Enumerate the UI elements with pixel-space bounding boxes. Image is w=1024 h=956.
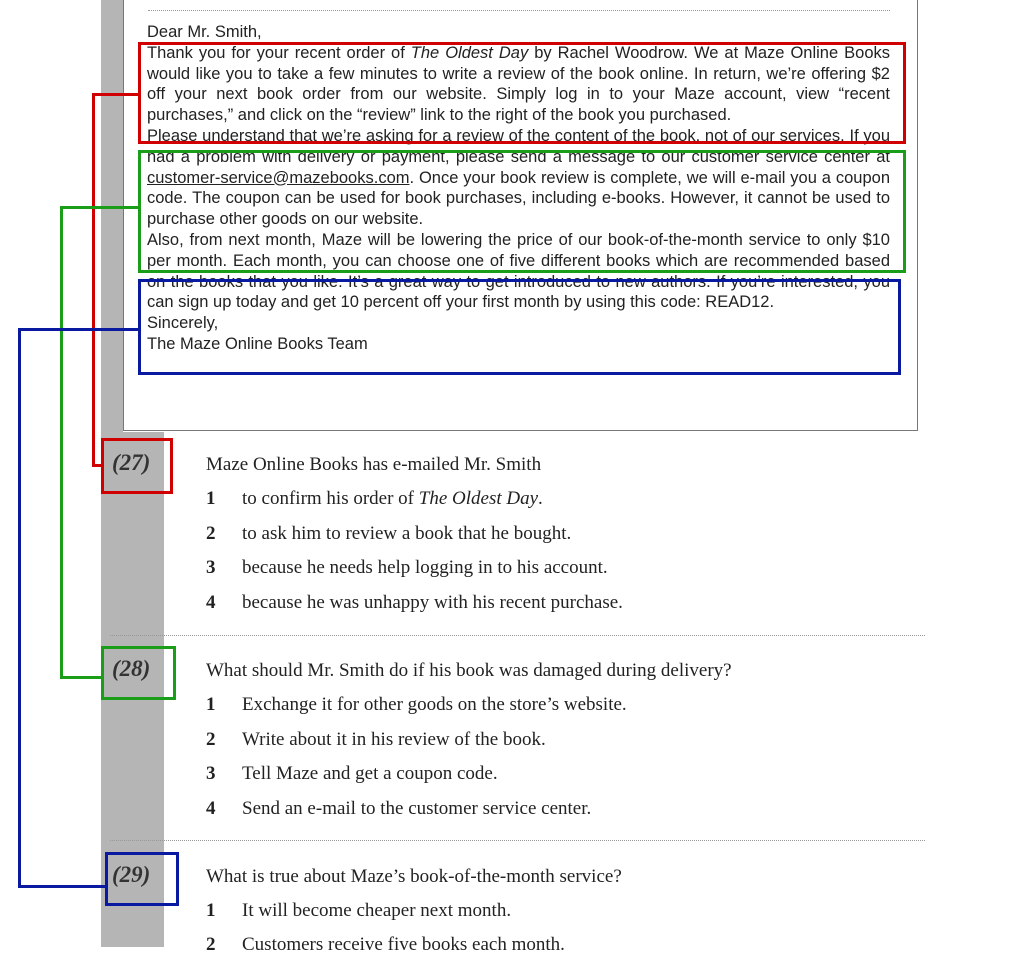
closing: Sincerely, xyxy=(147,314,219,333)
option-text: It will become cheaper next month. xyxy=(242,900,512,921)
connector-line xyxy=(60,206,63,679)
question-text: What should Mr. Smith do if his book was damaged during delivery? xyxy=(206,660,732,681)
greeting: Dear Mr. Smith, xyxy=(147,23,262,41)
text: Thank you for your recent order of xyxy=(147,43,411,62)
text: . Once your book review is complete, we will e-mail you a coupon code. The coupon can be used for book purchases, including e-books. However, it cannot be used to purchase other goods on our website. xyxy=(147,168,890,229)
question-number: (29) xyxy=(112,862,151,887)
option-text: to ask him to review a book that he bought. xyxy=(242,523,572,544)
divider xyxy=(110,840,925,841)
email-link[interactable]: customer-service@mazebooks.com xyxy=(147,168,410,187)
connector-line xyxy=(60,676,102,679)
option-number: 4 xyxy=(206,798,216,819)
divider xyxy=(110,635,925,636)
divider xyxy=(148,10,890,11)
option-text: . xyxy=(538,488,543,509)
highlight-paragraph-2 xyxy=(138,150,906,273)
book-title: The Oldest Day xyxy=(418,488,539,509)
option[interactable] xyxy=(206,557,608,579)
option[interactable] xyxy=(206,694,627,716)
option-text: Write about it in his review of the book. xyxy=(242,729,546,750)
text: by Rachel Woodrow. We at Maze Online Books would like you to take a few minutes to write a review of the book online. In return, we’re offering $2 off your next book order from our website. Simply log in to your Maze account, view “recent purchases,” and click on the “review” link to the right of the book you purchased. xyxy=(147,43,890,125)
option-number: 2 xyxy=(206,934,216,955)
book-title: The Oldest Day xyxy=(410,43,529,62)
option[interactable] xyxy=(206,729,546,751)
option[interactable] xyxy=(206,488,543,510)
connector-line xyxy=(92,93,139,96)
question-number: (28) xyxy=(112,656,151,681)
option[interactable] xyxy=(206,763,498,785)
option-number: 1 xyxy=(206,900,216,921)
option[interactable] xyxy=(206,592,623,614)
option-text: to confirm his order of xyxy=(242,488,419,509)
connector-line xyxy=(18,328,21,888)
option-text: Tell Maze and get a coupon code. xyxy=(242,763,498,784)
option[interactable] xyxy=(206,798,591,820)
option-number: 1 xyxy=(206,488,216,509)
connector-line xyxy=(18,885,106,888)
highlight-paragraph-1 xyxy=(138,42,906,144)
text: Please understand that we’re asking for a review of the content of the book, not of our services. If you had a problem with delivery or payment, please send a message to our customer service center at xyxy=(147,126,890,166)
option[interactable] xyxy=(206,900,511,922)
option-text: Customers receive five books each month. xyxy=(242,934,565,955)
option-text: because he needs help logging in to his account. xyxy=(242,557,608,578)
option-number: 1 xyxy=(206,694,216,715)
connector-line xyxy=(60,206,139,209)
question-number: (27) xyxy=(112,450,151,475)
margin-bar xyxy=(101,0,123,432)
question-text: Maze Online Books has e-mailed Mr. Smith xyxy=(206,454,542,475)
signature: The Maze Online Books Team xyxy=(147,334,368,353)
option-text: Exchange it for other goods on the store’s website. xyxy=(242,694,627,715)
connector-line xyxy=(92,93,95,467)
paragraph-3: Also, from next month, Maze will be lowering the price of our book-of-the-month service to only $10 per month. Each month, you can choose one of five different books which are recommended based on the books that you like. It’s a great way to get introduced to new authors. If you’re interested, you can sign up today and get 10 percent off your first month by using this code: READ12. xyxy=(147,230,890,312)
option[interactable] xyxy=(206,523,571,545)
option-text: because he was unhappy with his recent purchase. xyxy=(242,592,623,613)
highlight-paragraph-3 xyxy=(138,279,901,375)
option-text: Send an e-mail to the customer service center. xyxy=(242,798,592,819)
question-text: What is true about Maze’s book-of-the-month service? xyxy=(206,866,622,887)
connector-line xyxy=(18,328,139,331)
option-number: 2 xyxy=(206,523,216,544)
option-number: 4 xyxy=(206,592,216,613)
option-number: 3 xyxy=(206,763,216,784)
option[interactable] xyxy=(206,934,565,956)
option-number: 3 xyxy=(206,557,216,578)
option-number: 2 xyxy=(206,729,216,750)
